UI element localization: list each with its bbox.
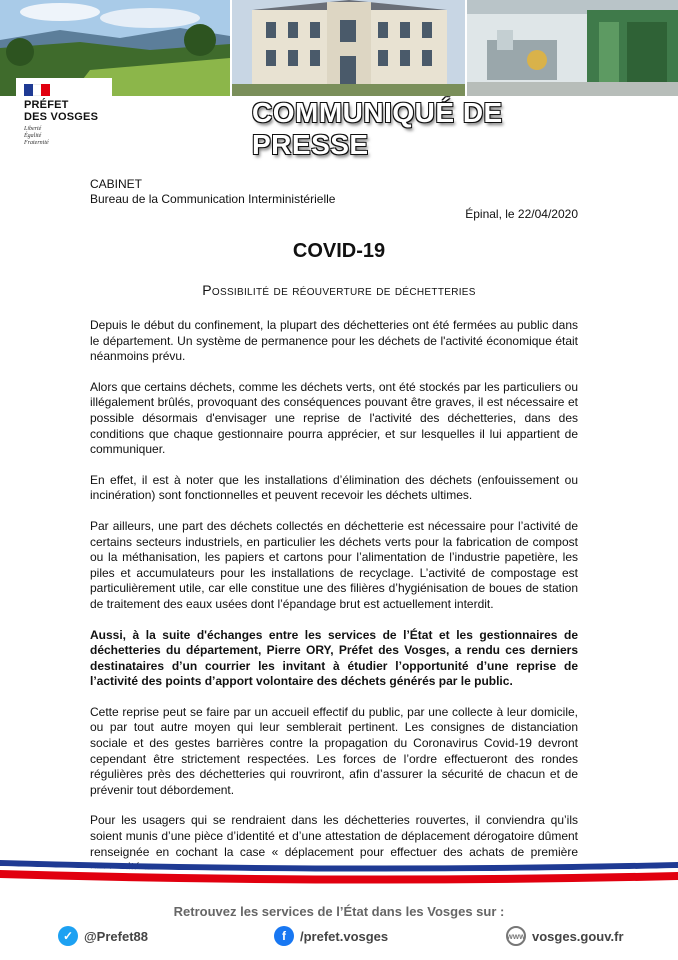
press-release-date: Épinal, le 22/04/2020 — [465, 207, 578, 221]
footer-links — [0, 926, 678, 952]
paragraph-7: Pour les usagers qui se rendraient dans les déchetteries rouvertes, il conviendra qu’ils soient munis d’une pièce d’identité et d’une attestation de déplacement dérogatoire dûment renseignée en cochant la case « déplacement pour effectuer des achats de première — [90, 813, 578, 859]
sender-cabinet: CABINET — [90, 177, 143, 191]
website-link[interactable] — [506, 926, 624, 946]
header-photo-prefecture-building — [232, 0, 465, 96]
logo-motto-egalite: Égalité — [24, 133, 42, 139]
paragraph-5-announcement: Aussi, à la suite d'échanges entre les services de l’État et les gestionnaires de déchetteries du département, Pierre ORY, Préfet des Vosges, a rendu ces derniers destinataires d’un courrier les invitant à étudier l’opportunité d’une reprise de l’activité des points d’apport volontaire des déchets générés par le public. — [90, 627, 578, 689]
facebook-icon: f — [274, 926, 294, 946]
paragraph-3: En effet, il est à noter que les installations d’élimination des déchets (enfouissement ou incinération) sont fonctionnelles et peuvent recevoir les déchets ultimes. — [90, 472, 578, 503]
twitter-handle: @Prefet88 — [84, 928, 148, 944]
paragraph-6: Cette reprise peut se faire par un accueil effectif du public, par une collecte à leur domicile, ou par tout autre moyen qui leur semblerait pertinent. Les consignes de distanciation sociale et des gestes barrières contre la propagation du Coronavirus Covid-19 devront cependant être strictement respectées. Les forces de l’ordre effectueront des rondes régulières près des déchetteries qui rouvriront, afin d’assurer la sécurité de chacun et de prévenir tout débordement. — [90, 704, 578, 797]
page-subtitle: Possibilité de réouverture de déchetteries — [202, 282, 476, 298]
logo-motto-fraternite: Fraternité — [24, 140, 49, 146]
header-photo-industrial-plant — [467, 0, 678, 96]
sender-block — [90, 177, 335, 207]
website-url: vosges.gouv.fr — [532, 928, 624, 944]
twitter-link[interactable] — [58, 926, 148, 946]
prefet-des-vosges-logo — [16, 78, 112, 160]
paragraph-2: Alors que certains déchets, comme les déchets verts, ont été stockés par les particuliers ou illégalement brûlés, provoquant des conséquences pouvant être graves, il est nécessaire et possible désormais d'envisager une reprise de l'activité des déchetteries, dans des conditions que chaque gestionnaire pourra apprécier, et sur lesquelles il lui appartient de communiquer. — [90, 379, 578, 457]
logo-motto-liberte: Liberté — [24, 126, 42, 132]
logo-title-line1: PRÉFET — [24, 99, 69, 111]
paragraph-4: Par ailleurs, une part des déchets collectés en déchetterie est nécessaire pour l’activité de certains secteurs industriels, en particulier les déchets verts pour la fabrication de compost ou la méthanisation, les papiers et cartons pour l’alimentation de l’industrie papetière, les piles et accumulateurs pour les installations de recyclage. L’activité de compostage est particulièrement utile, car elle constitue une des filières d’hygiénisation de boues de station de traitement des eaux usées dont l’épandage brut est actuellement interdit. — [90, 518, 578, 611]
logo-title-line2: DES VOSGES — [24, 111, 99, 123]
marianne-flag-icon — [24, 84, 50, 96]
press-release-banner — [252, 97, 626, 160]
footer-heading: Retrouvez les services de l’État dans les Vosges sur : — [173, 904, 505, 919]
twitter-icon: ✓ — [58, 926, 78, 946]
tricolour-divider — [0, 852, 678, 892]
facebook-link[interactable] — [274, 926, 388, 946]
page-title: COVID-19 — [292, 240, 386, 262]
globe-icon: www — [506, 926, 526, 946]
body-text — [90, 318, 578, 891]
sender-bureau: Bureau de la Communication Interministérielle — [90, 192, 336, 206]
banner-title: COMMUNIQUÉ DE PRESSE — [252, 97, 503, 160]
paragraph-1: Depuis le début du confinement, la plupart des déchetteries ont été fermées au public dans le département. Un système de permanence pour les déchets de l'activité économique était néanmoins prévu. — [90, 318, 578, 364]
facebook-handle: /prefet.vosges — [300, 928, 389, 944]
